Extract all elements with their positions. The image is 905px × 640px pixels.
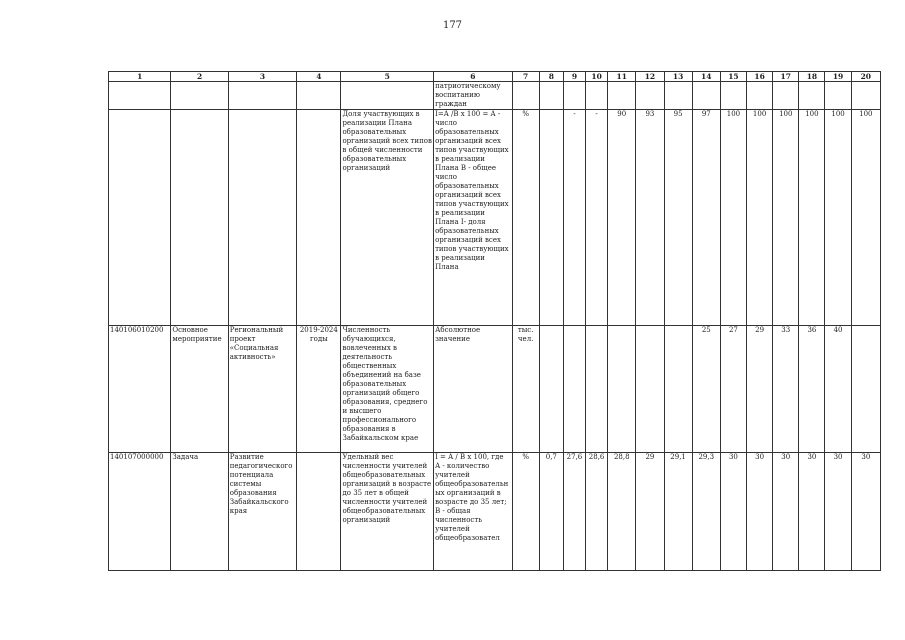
value-cell: 29 — [747, 326, 773, 453]
value-cell — [539, 326, 563, 453]
header-cell: 17 — [773, 72, 799, 82]
value-cell: 27,6 — [563, 453, 585, 571]
header-cell: 4 — [297, 72, 341, 82]
value-cell: 40 — [825, 326, 851, 453]
value-cell: 100 — [825, 110, 851, 326]
value-cell: 100 — [773, 110, 799, 326]
name-cell — [228, 82, 296, 110]
value-cell — [586, 82, 608, 110]
value-cell: 29,1 — [664, 453, 692, 571]
header-cell: 2 — [171, 72, 228, 82]
code-cell: 140106010200 — [109, 326, 171, 453]
value-cell — [539, 82, 563, 110]
header-cell: 16 — [747, 72, 773, 82]
name-cell — [228, 110, 296, 326]
header-cell: 10 — [586, 72, 608, 82]
value-cell — [747, 82, 773, 110]
value-cell: 28,8 — [608, 453, 636, 571]
value-cell: 100 — [799, 110, 825, 326]
value-cell — [636, 82, 664, 110]
page-number: 177 — [442, 20, 463, 31]
indicator-cell: Удельный вес численности учителей общеобразовательных организаций в возрасте до 35 лет в общей численности учителей общеобразовательных организаций — [341, 453, 434, 571]
header-cell: 12 — [636, 72, 664, 82]
header-cell: 20 — [851, 72, 880, 82]
value-cell: 93 — [636, 110, 664, 326]
value-cell — [692, 82, 720, 110]
header-cell: 9 — [563, 72, 585, 82]
value-cell: 29,3 — [692, 453, 720, 571]
period-cell: 2019-2024 годы — [297, 326, 341, 453]
value-cell — [636, 326, 664, 453]
header-cell: 3 — [228, 72, 296, 82]
formula-cell: I=A /B x 100 = A - число образовательных организаций всех типов участвующих в реализации Плана B - общее число образовательных организаций всех типов участвующих в реализации Плана I- доля образовательных организаций всех типов участвующих в реализации Плана — [434, 110, 513, 326]
header-row — [109, 72, 881, 82]
period-cell — [297, 453, 341, 571]
header-cell: 13 — [664, 72, 692, 82]
type-cell — [171, 82, 228, 110]
value-cell — [539, 110, 563, 326]
value-cell — [664, 326, 692, 453]
value-cell — [563, 82, 585, 110]
value-cell: 90 — [608, 110, 636, 326]
unit-cell: % — [512, 453, 539, 571]
value-cell: - — [586, 110, 608, 326]
header-cell: 11 — [608, 72, 636, 82]
value-cell: 97 — [692, 110, 720, 326]
unit-cell: тыс. чел. — [512, 326, 539, 453]
indicator-cell: Численность обучающихся, вовлеченных в деятельность общественных объединений на базе образовательных организаций общего образования, среднего и высшего профессионального образования в Забайкальском крае — [341, 326, 434, 453]
value-cell: 36 — [799, 326, 825, 453]
value-cell: 30 — [720, 453, 746, 571]
value-cell: 27 — [720, 326, 746, 453]
value-cell — [825, 82, 851, 110]
unit-cell: % — [512, 110, 539, 326]
value-cell: 33 — [773, 326, 799, 453]
value-cell: 100 — [720, 110, 746, 326]
value-cell — [563, 326, 585, 453]
value-cell: 28,6 — [586, 453, 608, 571]
formula-cell: Абсолютное значение — [434, 326, 513, 453]
period-cell — [297, 82, 341, 110]
formula-cell: патриотическому воспитанию граждан — [434, 82, 513, 110]
value-cell — [664, 82, 692, 110]
value-cell: 95 — [664, 110, 692, 326]
value-cell — [608, 82, 636, 110]
type-cell — [171, 110, 228, 326]
value-cell: 30 — [747, 453, 773, 571]
header-cell: 15 — [720, 72, 746, 82]
header-cell: 18 — [799, 72, 825, 82]
code-cell — [109, 110, 171, 326]
code-cell — [109, 82, 171, 110]
header-cell: 1 — [109, 72, 171, 82]
header-cell: 19 — [825, 72, 851, 82]
name-cell: Региональный проект «Социальная активность» — [228, 326, 296, 453]
value-cell: 100 — [851, 110, 880, 326]
value-cell: 30 — [773, 453, 799, 571]
header-cell: 5 — [341, 72, 434, 82]
value-cell — [799, 82, 825, 110]
value-cell: 30 — [851, 453, 880, 571]
value-cell: 30 — [799, 453, 825, 571]
value-cell: 25 — [692, 326, 720, 453]
table-row — [109, 110, 881, 326]
table-row — [109, 453, 881, 571]
header-cell: 14 — [692, 72, 720, 82]
indicator-cell — [341, 82, 434, 110]
header-cell: 6 — [434, 72, 513, 82]
header-cell: 8 — [539, 72, 563, 82]
unit-cell — [512, 82, 539, 110]
formula-cell: I = A / B x 100, где A - количество учителей общеобразовательных организаций в возрасте до 35 лет; B - общая численность учителей общеобразовател — [434, 453, 513, 571]
value-cell — [608, 326, 636, 453]
type-cell: Основное мероприятие — [171, 326, 228, 453]
value-cell: 30 — [825, 453, 851, 571]
value-cell — [773, 82, 799, 110]
value-cell: 0,7 — [539, 453, 563, 571]
indicator-table — [108, 71, 881, 571]
code-cell: 140107000000 — [109, 453, 171, 571]
type-cell: Задача — [171, 453, 228, 571]
value-cell: 29 — [636, 453, 664, 571]
value-cell: - — [563, 110, 585, 326]
value-cell — [720, 82, 746, 110]
value-cell — [586, 326, 608, 453]
indicator-cell: Доля участвующих в реализации Плана образовательных организаций всех типов в общей численности образовательных организаций — [341, 110, 434, 326]
value-cell: 100 — [747, 110, 773, 326]
header-cell: 7 — [512, 72, 539, 82]
table-row — [109, 326, 881, 453]
value-cell — [851, 82, 880, 110]
table-row — [109, 82, 881, 110]
period-cell — [297, 110, 341, 326]
name-cell: Развитие педагогического потенциала системы образования Забайкальского края — [228, 453, 296, 571]
value-cell — [851, 326, 880, 453]
